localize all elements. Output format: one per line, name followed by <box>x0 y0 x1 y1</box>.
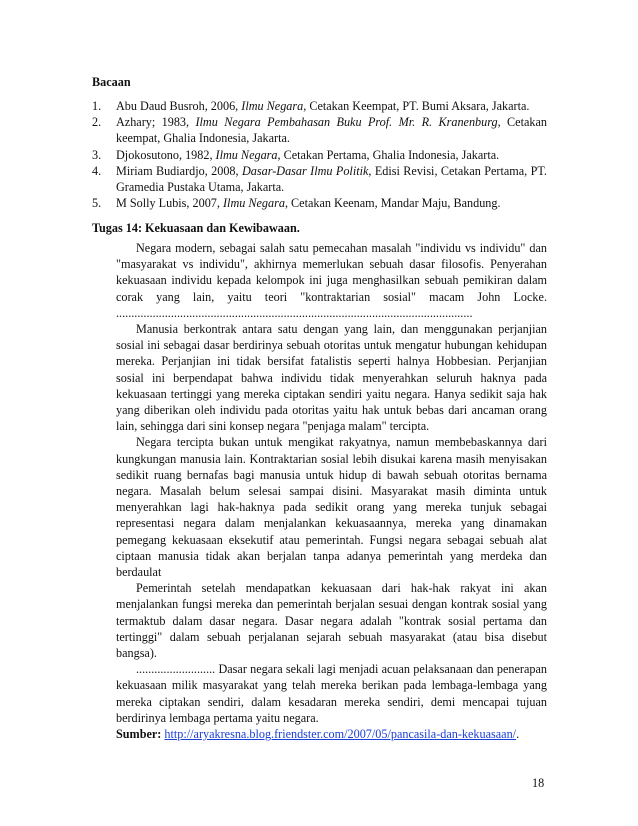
paragraph: Negara modern, sebagai salah satu pemecahan masalah "individu vs individu" dan "masyarakat vs individu", akhirnya memerlukan sebuah dasar filosofis. Penyerahan kekuasaan individu kepada kelompok ini juga menghasilkan sebuah pemikiran dalam corak yang lain, yaitu teori "kontraktarian sosial" macam John Locke. ..................................................................................................................... <box>116 241 547 320</box>
source-label: Sumber: <box>116 727 162 742</box>
reference-item: 5. M Solly Lubis, 2007, Ilmu Negara, Cetakan Keenam, Mandar Maju, Bandung. <box>92 196 501 211</box>
reference-item: 4. Miriam Budiardjo, 2008, Dasar-Dasar Ilmu Politik, Edisi Revisi, Cetakan Pertama, PT. Gramedia Pustaka Utama, Jakarta. <box>92 163 547 195</box>
source-link[interactable]: http://aryakresna.blog.friendster.com/2007/05/pancasila-dan-kekuasaan/ <box>164 727 517 742</box>
task-body <box>116 240 547 742</box>
reference-title: Ilmu Negara <box>223 196 285 211</box>
reference-item: 3. Djokosutono, 1982, Ilmu Negara, Cetakan Pertama, Ghalia Indonesia, Jakarta. <box>92 147 500 162</box>
source-line: Sumber: http://aryakresna.blog.friendster.com/2007/05/pancasila-dan-kekuasaan/. <box>116 727 520 742</box>
paragraph: Manusia berkontrak antara satu dengan yang lain, dan menggunakan perjanjian sosial ini sebagai dasar berdirinya sebuah otoritas untuk mengatur hubungan kehidupan mereka. Perjanjian ini tidak bersifat fatalistis seperti halnya Hobbesian. Perjanjian sosial ini berpendapat bahwa individu tidak menyerahkan seluruh haknya pada kekuasaan tertinggi yang mereka ciptakan sendiri yaitu negara. Hanya sedikit saja hak yang diberikan oleh individu pada otoritas yaitu hak untuk bebas dari ancaman orang lain, sehingga dari sini konsep negara "penjaga malam" tercipta. <box>116 322 547 434</box>
page-number: 18 <box>532 776 545 790</box>
reference-item: 2. Azhary; 1983, Ilmu Negara Pembahasan Buku Prof. Mr. R. Kranenburg, Cetakan keempat, Ghalia Indonesia, Jakarta. <box>92 115 547 146</box>
reference-title: Ilmu Negara Pembahasan Buku Prof. Mr. R. Kranenburg <box>195 115 498 130</box>
paragraph: .......................... Dasar negara sekali lagi menjadi acuan pelaksanaan dan penerapan kekuasaan milik masyarakat yang telah mereka berikan pada lembaga-lembaga yang mereka ciptakan sendiri, dalam kesadaran mereka sendiri, demi mencapai tujuan berdirinya lembaga pertama yaitu negara. <box>116 662 547 725</box>
reference-item: 1. Abu Daud Busroh, 2006, Ilmu Negara, Cetakan Keempat, PT. Bumi Aksara, Jakarta. <box>92 99 530 113</box>
reference-title: Ilmu Negara, <box>215 147 281 162</box>
reference-title: Ilmu Negara <box>241 99 304 113</box>
paragraph: Pemerintah setelah mendapatkan kekuasaan dari hak-hak rakyat ini akan menjalankan fungsi mereka dan pemerintah berjalan sesuai dengan kontrak sosial yang termaktub dalam dasar negara. Dasar negara adalah "kontrak sosial pertama dan tertinggi" dalam sebuah perjalanan sejarah sebuah masyarakat (atau bisa disebut bangsa). <box>116 581 547 661</box>
reference-title: Dasar-Dasar Ilmu Politik <box>241 163 369 178</box>
task-heading: Tugas 14: Kekuasaan dan Kewibawaan. <box>92 221 300 235</box>
bacaan-heading: Bacaan <box>92 75 131 89</box>
reference-list <box>92 98 547 211</box>
paragraph: Negara tercipta bukan untuk mengikat rakyatnya, namun membebaskannya dari kungkungan manusia lain. Kontraktarian sosial lebih disukai karena masih menyisakan sedikit ruang bernafas bagi manusia untuk hidup di bawah sebuah otoritas bernama negara. Masalah belum selesai sampai disini. Masyarakat masih diminta untuk menyerahkan lagi hak-haknya pada sedikit orang yang mereka tunjuk sebagai representasi negara dalam menjalankan kekuasaannya, mereka yang dinamakan pemegang kekuasaan eksekutif atau pemerintah. Fungsi negara sebagai sebuah alat ciptaan manusia tidak akan berjalan tanpa adanya pemerintah yang merdeka dan berdaulat <box>116 435 547 580</box>
